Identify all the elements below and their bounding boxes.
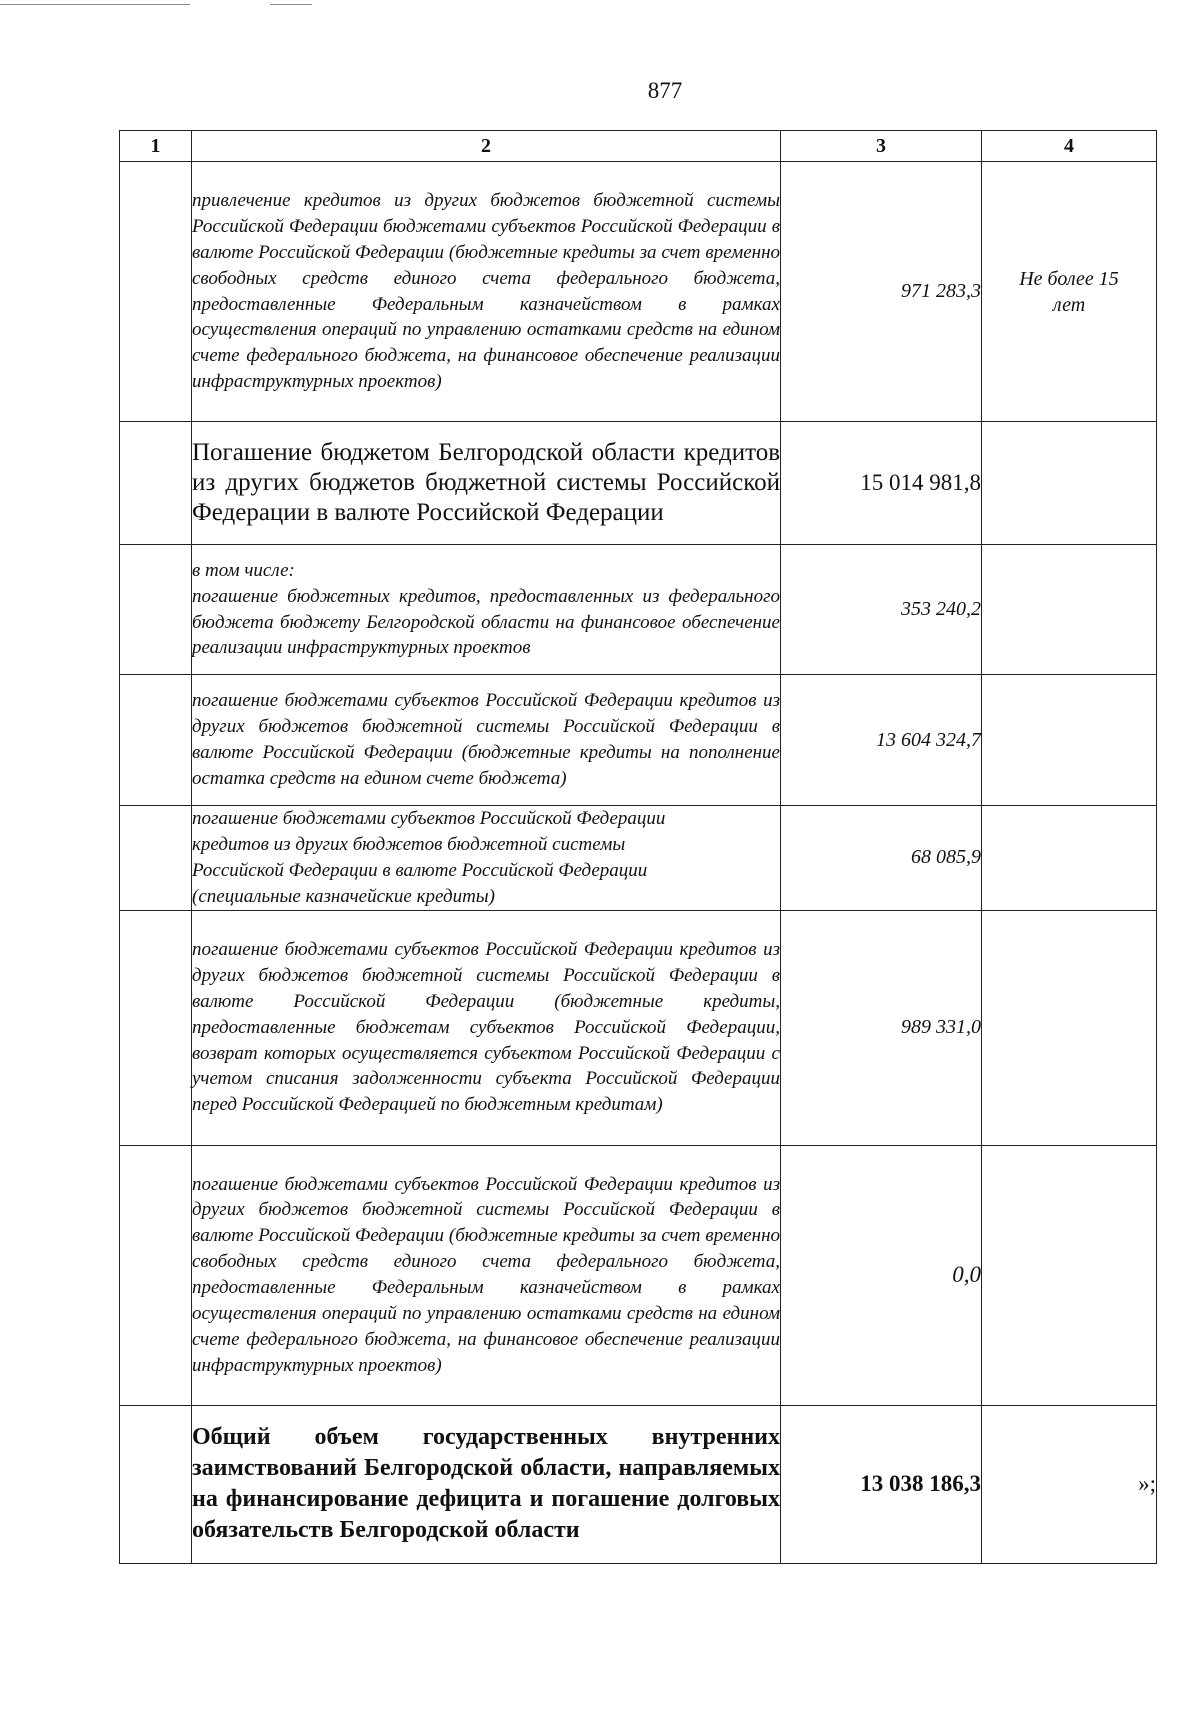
row-number-cell bbox=[120, 1405, 192, 1563]
table-row bbox=[120, 1405, 1157, 1563]
row-number-cell bbox=[120, 422, 192, 545]
table-row bbox=[120, 422, 1157, 545]
row-number-cell bbox=[120, 910, 192, 1145]
row-description-text: погашение бюджетных кредитов, предоставленных из федерального бюджета бюджету Белгородской области на финансовое обеспечение реализации инфраструктурных проектов bbox=[192, 585, 780, 659]
row-amount: 353 240,2 bbox=[781, 545, 982, 675]
row-number-cell bbox=[120, 675, 192, 806]
table-row bbox=[120, 910, 1157, 1145]
column-header: 4 bbox=[982, 131, 1157, 162]
row-amount: 0,0 bbox=[781, 1145, 982, 1405]
table-row bbox=[120, 1145, 1157, 1405]
row-description: погашение бюджетами субъектов Российской Федерации кредитов из других бюджетов бюджетной системы Российской Федерации в валюте Российской Федерации (бюджетные кредиты на пополнение остатка средств на едином счете бюджета) bbox=[192, 675, 781, 806]
row-description-line: погашение бюджетами субъектов Российской Федерации bbox=[192, 808, 666, 829]
row-number-cell bbox=[120, 1145, 192, 1405]
row-term bbox=[982, 675, 1157, 806]
row-amount: 68 085,9 bbox=[781, 806, 982, 911]
row-term bbox=[982, 910, 1157, 1145]
row-number-cell bbox=[120, 162, 192, 422]
row-description: привлечение кредитов из других бюджетов бюджетной системы Российской Федерации бюджетами субъектов Российской Федерации в валюте Российской Федерации (бюджетные кредиты за счет временно свободных средств единого счета федерального бюджета, предоставленные Федеральным казначейством в рамках осуществления операций по управлению остатками средств на едином счете федерального бюджета, на финансовое обеспечение реализации инфраструктурных проектов) bbox=[192, 162, 781, 422]
page-number: 877 bbox=[647, 78, 683, 103]
row-amount: 971 283,3 bbox=[781, 162, 982, 422]
row-description-intro: в том числе: bbox=[192, 559, 295, 581]
row-description: погашение бюджетами субъектов Российской Федерации кредитов из других бюджетов бюджетной системы Российской Федерации в валюте Российской Федерации (бюджетные кредиты за счет временно свободных средств единого счета федерального бюджета, предоставленные Федеральным казначейством в рамках осуществления операций по управлению остатками средств на едином счете федерального бюджета, на финансовое обеспечение реализации инфраструктурных проектов) bbox=[192, 1145, 781, 1405]
borrowing-table bbox=[119, 130, 1157, 1564]
table-row bbox=[120, 545, 1157, 675]
row-term bbox=[982, 545, 1157, 675]
row-term bbox=[982, 806, 1157, 911]
row-number-cell bbox=[120, 545, 192, 675]
row-description: погашение бюджетами субъектов Российской Федерации кредитов из других бюджетов бюджетной системы Российской Федерации в валюте Российской Федерации (бюджетные кредиты, предоставленные бюджетам субъектов Российской Федерации, возврат которых осуществляется субъектом Российской Федерации с учетом списания задолженности субъекта Российской Федерации перед Российской Федерацией по бюджетным кредитам) bbox=[192, 910, 781, 1145]
row-term bbox=[982, 422, 1157, 545]
row-amount: 13 604 324,7 bbox=[781, 675, 982, 806]
row-amount: 989 331,0 bbox=[781, 910, 982, 1145]
row-term-line: Не более 15 bbox=[1019, 267, 1119, 290]
row-description-line: кредитов из других бюджетов бюджетной системы bbox=[192, 833, 626, 855]
table-row bbox=[120, 806, 1157, 911]
row-description bbox=[192, 806, 781, 911]
row-term-line: лет bbox=[1052, 293, 1086, 316]
row-number-cell bbox=[120, 806, 192, 911]
scan-artifact-line bbox=[270, 4, 312, 5]
column-header: 3 bbox=[781, 131, 982, 162]
row-description bbox=[192, 545, 781, 675]
table-header-row bbox=[120, 131, 1157, 162]
row-amount: 15 014 981,8 bbox=[781, 422, 982, 545]
row-description-line: (специальные казначейские кредиты) bbox=[192, 885, 495, 907]
row-description: Погашение бюджетом Белгородской области кредитов из других бюджетов бюджетной системы Российской Федерации в валюте Российской Федерации bbox=[192, 422, 781, 545]
row-term bbox=[982, 162, 1157, 422]
row-term bbox=[982, 1145, 1157, 1405]
table-row bbox=[120, 162, 1157, 422]
row-description: Общий объем государственных внутренних заимствований Белгородской области, направляемых на финансирование дефицита и погашение долговых обязательств Белгородской области bbox=[192, 1405, 781, 1563]
row-term: »; bbox=[982, 1405, 1157, 1563]
column-header: 1 bbox=[120, 131, 192, 162]
row-amount: 13 038 186,3 bbox=[781, 1405, 982, 1563]
row-description-line: Российской Федерации в валюте Российской Федерации bbox=[192, 859, 648, 881]
table-row bbox=[120, 675, 1157, 806]
column-header: 2 bbox=[192, 131, 781, 162]
scan-artifact-line bbox=[0, 4, 190, 5]
